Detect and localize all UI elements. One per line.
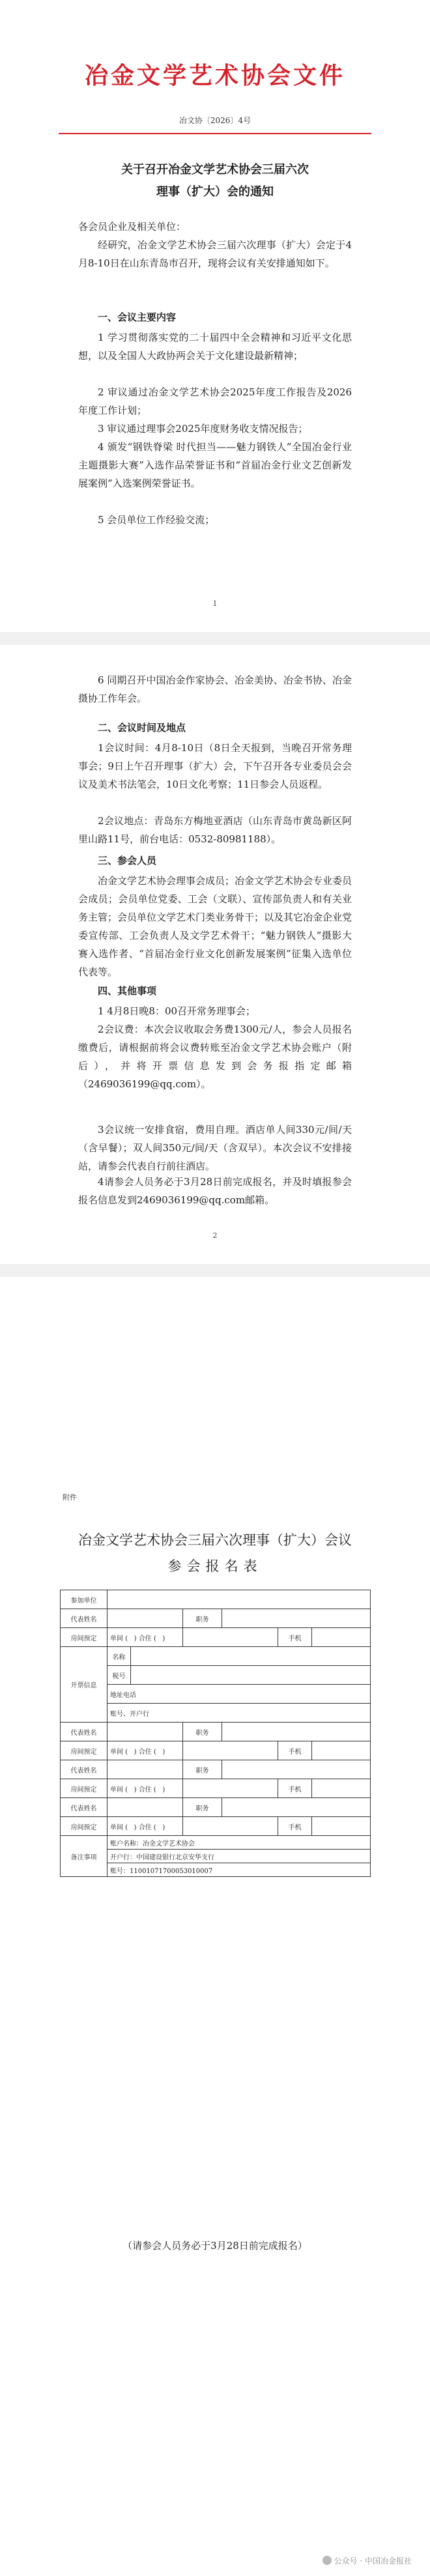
section4-item-1: 1 4月8日晚8：00召开常务理事会； <box>98 1005 256 1017</box>
room-label: 房间预定 <box>61 1628 108 1647</box>
bank-label: 账号、开户行 <box>108 1704 371 1723</box>
section1-item-2: 2 审议通过冶金文学艺术协会2025年度工作报告及2026年度工作计划； <box>78 386 352 416</box>
section1-item-1: 1 学习贯彻落实党的二十届四中全会精神和习近平文化思想，以及全国人大政协两会关于文化建设最新精神； <box>78 332 352 362</box>
single-room-option[interactable]: 单间 ( ) 合住 ( ) <box>108 1741 183 1760</box>
duty-label: 职务 <box>183 1760 222 1779</box>
rep-name-field[interactable] <box>108 1609 183 1628</box>
blank-cell <box>183 1741 278 1760</box>
room-label: 房间预定 <box>61 1741 108 1760</box>
section1-item-3: 3 审议通过理事会2025年度财务收支情况报告； <box>98 423 308 435</box>
table-row <box>61 1817 371 1836</box>
page-gap <box>0 632 430 645</box>
mobile-field[interactable] <box>312 1817 371 1836</box>
unit-label: 参加单位 <box>61 1590 108 1609</box>
single-room-option[interactable]: 单间 ( ) 合住 ( ) <box>108 1628 183 1647</box>
blank-cell <box>183 1779 278 1798</box>
notice-title-line2: 理事（扩大）会的通知 <box>156 185 274 199</box>
duty-label: 职务 <box>183 1723 222 1741</box>
duty-field[interactable] <box>222 1760 371 1779</box>
single-room-text: 单间 <box>110 1748 123 1756</box>
invoice-name-field[interactable] <box>131 1647 371 1666</box>
wechat-icon <box>322 2556 332 2565</box>
section2-item-1: 1会议时间：4月8-10日（8日全天报到，当晚召开常务理事会；9日上午召开理事（扩大）会，下午召开各专业委员会会议及美术书法笔会，10日文化考察；11日参会人员返程。 <box>78 742 352 790</box>
shared-room-text: 合住 <box>138 1748 152 1756</box>
section3-heading: 三、参会人员 <box>98 855 157 866</box>
duty-label: 职务 <box>183 1609 222 1628</box>
table-row <box>61 1836 371 1850</box>
mobile-field[interactable] <box>312 1779 371 1798</box>
page-number: 1 <box>212 599 218 608</box>
bank-account-no: 账号：11001071700053010007 <box>108 1863 371 1877</box>
duty-field[interactable] <box>222 1798 371 1817</box>
section1-heading: 一、会议主要内容 <box>98 311 177 323</box>
rep-name-field[interactable] <box>108 1760 183 1779</box>
mobile-field[interactable] <box>312 1741 371 1760</box>
mobile-label: 手机 <box>278 1741 312 1760</box>
single-room-text: 单间 <box>110 1786 123 1794</box>
deadline-note: （请参会人员务必于3月28日前完成报名） <box>122 2240 308 2252</box>
single-room-text: 单间 <box>110 1824 123 1831</box>
form-title-line2: 参会报名表 <box>167 1558 263 1574</box>
unit-field[interactable] <box>108 1590 371 1609</box>
shared-room-text: 合住 <box>138 1635 152 1642</box>
watermark <box>322 2555 412 2566</box>
duty-field[interactable] <box>222 1609 371 1628</box>
invoice-label: 开票信息 <box>61 1647 108 1723</box>
table-row <box>61 1741 371 1760</box>
addressee: 各会员企业及相关单位： <box>78 221 186 233</box>
shared-room-text: 合住 <box>138 1786 152 1794</box>
page-3 <box>0 1277 430 1472</box>
section2-item-2: 2会议地点：青岛东方梅地亚酒店（山东青岛市黄岛新区阿里山路11号，前台电话：0532-80981188）。 <box>78 815 352 845</box>
table-row <box>61 1863 371 1877</box>
table-row <box>61 1798 371 1817</box>
bank-account-name: 账户名称：冶金文学艺术协会 <box>108 1836 371 1850</box>
room-label: 房间预定 <box>61 1817 108 1836</box>
shared-room-text: 合住 <box>138 1824 152 1831</box>
table-row <box>61 1609 371 1628</box>
doc-number: 冶文协〔2026〕4号 <box>179 116 251 125</box>
tax-no-field[interactable] <box>131 1666 371 1685</box>
attachment-label: 附件 <box>63 1493 77 1502</box>
section1-item-4: 4 颁发“钢铁脊梁 时代担当——魅力钢铁人”全国冶金行业主题摄影大赛”入选作品荣誉证书和“首届冶金行业文艺创新发展案例”入选案例荣誉证书。 <box>78 441 352 489</box>
section4-item-2: 2会议费：本次会议收取会务费1300元/人，参会人员报名缴费后，请根据前将会议费转账至冶金文学艺术协会账户（附后），并将开票信息发到会务报指定邮箱（2469036199@qq.com）。 <box>78 1023 352 1090</box>
mobile-field[interactable] <box>312 1628 371 1647</box>
form-title-line1: 冶金文学艺术协会三届六次理事（扩大）会议 <box>78 1532 352 1548</box>
page-gap <box>0 1264 430 1277</box>
table-row <box>61 1760 371 1779</box>
section4-item-3: 3会议统一安排食宿，费用自理。酒店单人间330元/间/天（含早餐）；双人间350元/间/天（含双早）。本次会议不安排接站，请参会代表自行前往酒店。 <box>78 1124 352 1172</box>
rep-name-label: 代表姓名 <box>61 1609 108 1628</box>
watermark-text: 公众号 · 中国冶金报社 <box>334 2556 412 2566</box>
invoice-name-label: 名称 <box>108 1647 131 1666</box>
table-row <box>61 1779 371 1798</box>
table-row <box>61 1704 371 1723</box>
section1-item-5: 5 会员单位工作经验交流； <box>98 514 215 526</box>
rep-name-label: 代表姓名 <box>61 1760 108 1779</box>
mobile-label: 手机 <box>278 1628 312 1647</box>
duty-label: 职务 <box>183 1798 222 1817</box>
mobile-label: 手机 <box>278 1779 312 1798</box>
red-divider <box>59 133 371 134</box>
section2-heading: 二、会议时间及地点 <box>98 722 186 734</box>
intro-paragraph: 经研究，冶金文学艺术协会三届六次理事（扩大）会定于4月8-10日在山东青岛市召开，现将会议有关安排通知如下。 <box>78 239 352 269</box>
duty-field[interactable] <box>222 1723 371 1741</box>
page-number: 2 <box>212 1231 218 1240</box>
table-row <box>61 1628 371 1647</box>
blank-cell <box>183 1628 278 1647</box>
single-room-option[interactable]: 单间 ( ) 合住 ( ) <box>108 1779 183 1798</box>
section4-item-4: 4请参会人员务必于3月28日前完成报名，并及时填报参会报名信息发到2469036199@qq.com邮箱。 <box>78 1176 352 1206</box>
org-title: 冶金文学艺术协会文件 <box>84 62 345 89</box>
section4-heading: 四、其他事项 <box>98 985 157 997</box>
notice-title-line1: 关于召开冶金文学艺术协会三届六次 <box>121 163 309 177</box>
table-row <box>61 1647 371 1666</box>
tax-no-label: 税号 <box>108 1666 131 1685</box>
registration-form <box>60 1590 371 1877</box>
single-room-option[interactable]: 单间 ( ) 合住 ( ) <box>108 1817 183 1836</box>
rep-name-field[interactable] <box>108 1723 183 1741</box>
blank-cell <box>183 1817 278 1836</box>
table-row <box>61 1850 371 1863</box>
rep-name-label: 代表姓名 <box>61 1723 108 1741</box>
section1-item-6: 6 同期召开中国冶金作家协会、冶金美协、冶金书协、冶金摄协工作年会。 <box>78 674 352 704</box>
rep-name-field[interactable] <box>108 1798 183 1817</box>
page-1 <box>0 0 430 632</box>
rep-name-label: 代表姓名 <box>61 1798 108 1817</box>
table-row <box>61 1685 371 1704</box>
bank-name: 开户行：中国建设银行北京安华支行 <box>108 1850 371 1863</box>
room-label: 房间预定 <box>61 1779 108 1798</box>
addr-phone-label: 地址电话 <box>108 1685 371 1704</box>
remark-label: 备注事项 <box>61 1836 108 1877</box>
table-row <box>61 1590 371 1609</box>
single-room-text: 单间 <box>110 1635 123 1642</box>
mobile-label: 手机 <box>278 1817 312 1836</box>
section3-text: 冶金文学艺术协会理事会成员；冶金文学艺术协会专业委员会成员；会员单位党委、工会（文联）、宣传部负责人和有关业务主管；会员单位文学艺术门类业务骨干；以及其它冶金企业党委宣传部、工会负责人及文学艺术骨干；“魅力钢铁人”摄影大赛入选作者、“首届冶金行业文化创新发展案例”征集入选单位代表等。 <box>78 875 352 978</box>
table-row <box>61 1666 371 1685</box>
table-row <box>61 1723 371 1741</box>
